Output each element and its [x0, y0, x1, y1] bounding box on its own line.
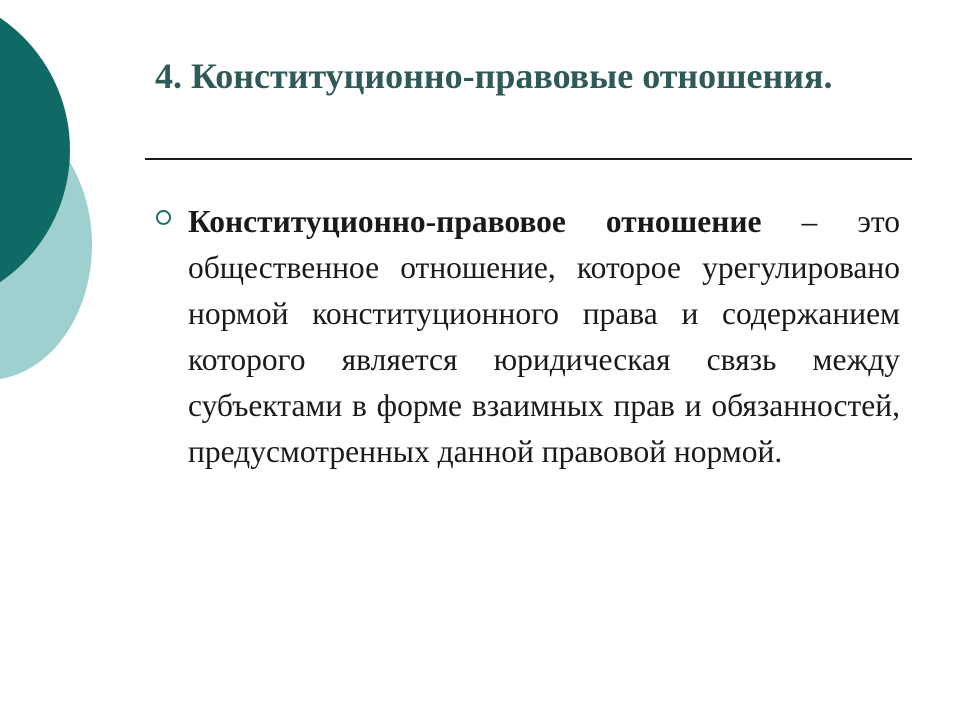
- slide-title: 4. Конституционно-правовые отношения.: [155, 56, 833, 96]
- hollow-circle-icon: [156, 210, 171, 225]
- title-divider: [145, 158, 912, 160]
- bullet-text: [188, 199, 900, 475]
- bullet-definition: – это общественное отношение, которое урегулировано нормой конституционного права и содержанием которого является юридическая связь между субъектами в форме взаимных прав и обязанностей, предусмотренных данной правовой нормой.: [188, 204, 900, 469]
- bullet-term: Конституционно-правовое отношение: [188, 204, 762, 239]
